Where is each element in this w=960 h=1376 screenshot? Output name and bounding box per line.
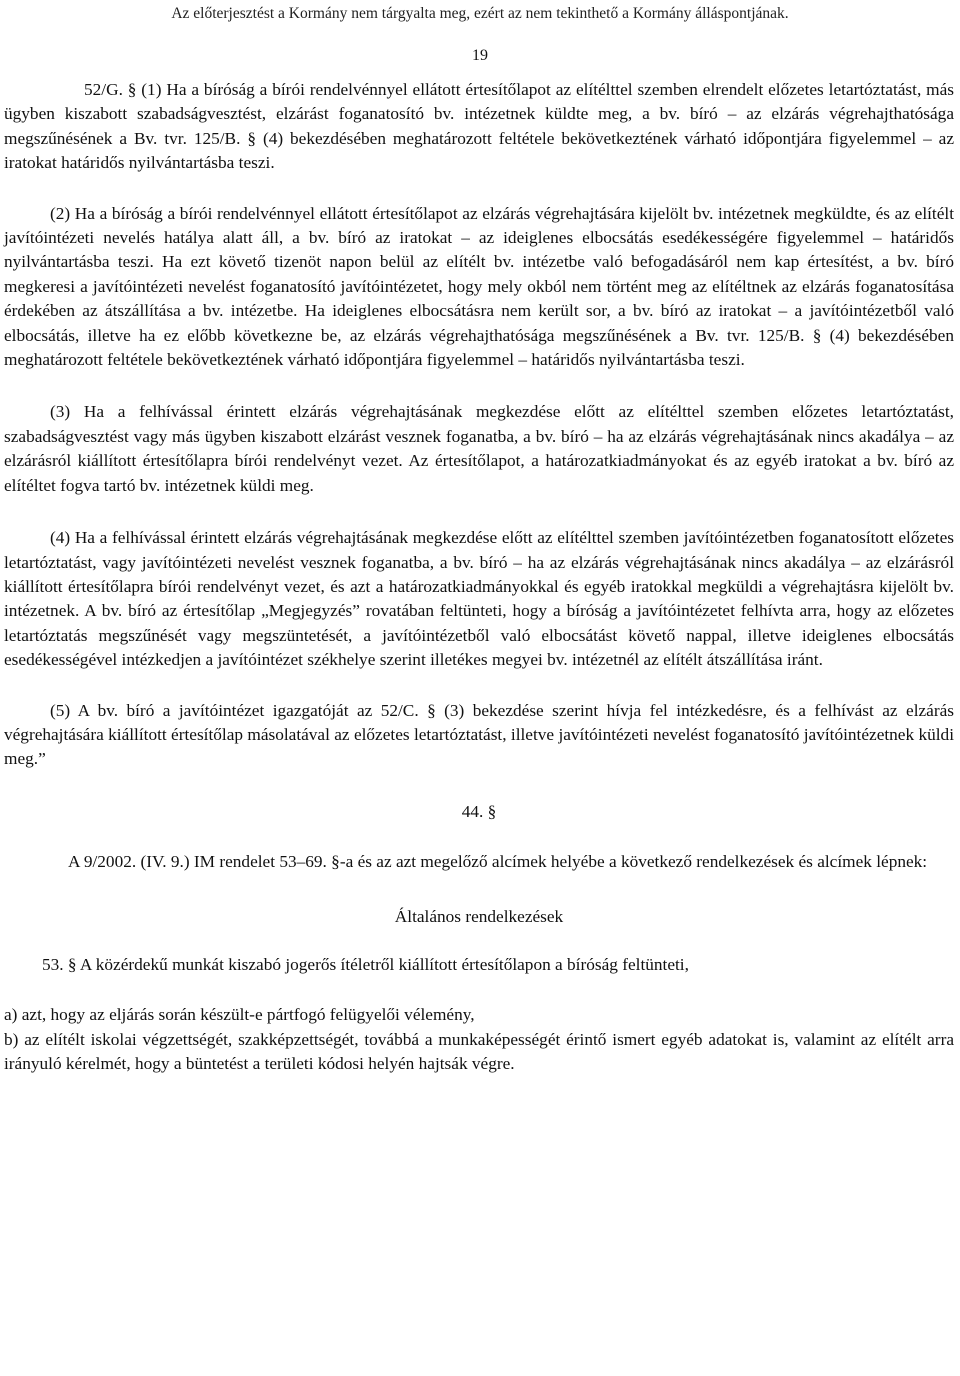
- paragraph-52g-1: 52/G. § (1) Ha a bíróság a bírói rendelvénnyel ellátott értesítőlapot az elítélttel szemben elrendelt előzetes letartóztatást, más ügyben kiszabott szabadságvesztést, elzárást foganatosító bv. intézetnek küldte meg, a bv. bíró – az elzárás végrehajthatósága megszűnésének a Bv. tvr. 125/B. § (4) bekezdésében meghatározott feltétele bekövetkeztének várható időpontjára figyelemmel – az iratokat határidős nyilvántartásba teszi.: [4, 80, 954, 173]
- document-body: [4, 78, 954, 1077]
- list-item-a: a) azt, hogy az eljárás során készült-e pártfogó felügyelői vélemény,: [4, 1005, 475, 1025]
- paragraph-52g-2: (2) Ha a bíróság a bírói rendelvénnyel ellátott értesítőlapot az elzárás végrehajtására kijelölt bv. intézetnek megküldte, és az elítélt javítóintézeti nevelés hatálya alatt áll, a bv. bíró az iratokat – az ideiglenes elbocsátás esedékességére figyelemmel – határidős nyilvántartásba teszi. Ha ezt követő tizenöt napon belül az elítélt bv. intézetbe való befogadásáról nem kap értesítést, a bv. bíró megkeresi a javítóintézeti nevelést foganatosító javítóintézetet, hogy mely okból nem történt meg az elítéltnek az elzárás foganatosítása érdekében az átszállítása a bv. intézetbe. Ha ideiglenes elbocsátásra nem került sor, a bv. bíró az iratokat – a javítóintézetből való elbocsátás, illetve ha ez előbb következne be, az elzárás végrehajthatósága megszűnésének a Bv. tvr. 125/B. § (4) bekezdésében meghatározott feltétele bekövetkeztének várható időpontjára figyelemmel – határidős nyilvántartásba teszi.: [4, 203, 954, 370]
- page-number: 19: [472, 47, 488, 64]
- paragraph-53: 53. § A közérdekű munkát kiszabó jogerős ítéletről kiállított értesítőlapon a bíróság feltünteti,: [42, 954, 689, 974]
- paragraph-52g-5: (5) A bv. bíró a javítóintézet igazgatóját az 52/C. § (3) bekezdése szerint hívja fel intézkedésre, és a felhívást az elzárás végrehajtására kiállított értesítőlap másolatával az előzetes letartóztatást, illetve javítóintézeti nevelést foganatosító javítóintézetnek küldi meg.”: [4, 700, 954, 769]
- document-header-notice: Az előterjesztést a Kormány nem tárgyalta meg, ezért az nem tekinthető a Kormány álláspontjának.: [171, 5, 789, 22]
- paragraph-amendment-intro: A 9/2002. (IV. 9.) IM rendelet 53–69. §-a és az azt megelőző alcímek helyébe a következő rendelkezések és alcímek lépnek:: [68, 852, 928, 872]
- subtitle-general-provisions: Általános rendelkezések: [394, 906, 564, 926]
- paragraph-52g-3: (3) Ha a felhívással érintett elzárás végrehajtásának megkezdése előtt az elítélttel szemben előzetes letartóztatást, szabadságvesztést vagy más ügyben kiszabott elzárást vesznek foganatba, a bv. bíró – ha az elzárás végrehajtásának nincs akadálya – az elzárásról kiállított értesítőlapra bírói rendelvényt vezet. Az értesítőlapot, a határozatkiadmányokat és az egyéb iratokat a bv. bíró az elítéltet fogva tartó bv. intézetnek küldi meg.: [4, 402, 954, 495]
- section-number: 44. §: [461, 801, 497, 821]
- list-item-b: b) az elítélt iskolai végzettségét, szakképzettségét, továbbá a munkaképességét érintő ismert egyéb adatokat is, valamint az elítélt arra irányuló kérelmét, hogy a büntetést a területi kódosi helyén hajtsák végre.: [4, 1029, 954, 1074]
- paragraph-52g-4: (4) Ha a felhívással érintett elzárás végrehajtásának megkezdése előtt az elítélttel szemben javítóintézetben foganatosított előzetes letartóztatást, vagy javítóintézeti nevelést vesznek foganatba, a bv. bíró – ha az elzárás végrehajtásának nincs akadálya – az elzárásról kiállított értesítőlapra bírói rendelvényt vezet, és azt a határozatkiadmányokkal és egyéb iratokkal megküldi a végrehajtásra kijelölt bv. intézetnek. A bv. bíró az értesítőlap „Megjegyzés” rovatában feltünteti, hogy a bíróság a javítóintézetet felhívta arra, hogy az előzetes letartóztatás megszűnését vagy megszüntetését, a javítóintézetből való elbocsátást követő nappal, illetve ideiglenes elbocsátás esedékességével intézkedjen a javítóintézet székhelye szerint illetékes megyei bv. intézetnél az elítélt átszállítása iránt.: [4, 528, 954, 670]
